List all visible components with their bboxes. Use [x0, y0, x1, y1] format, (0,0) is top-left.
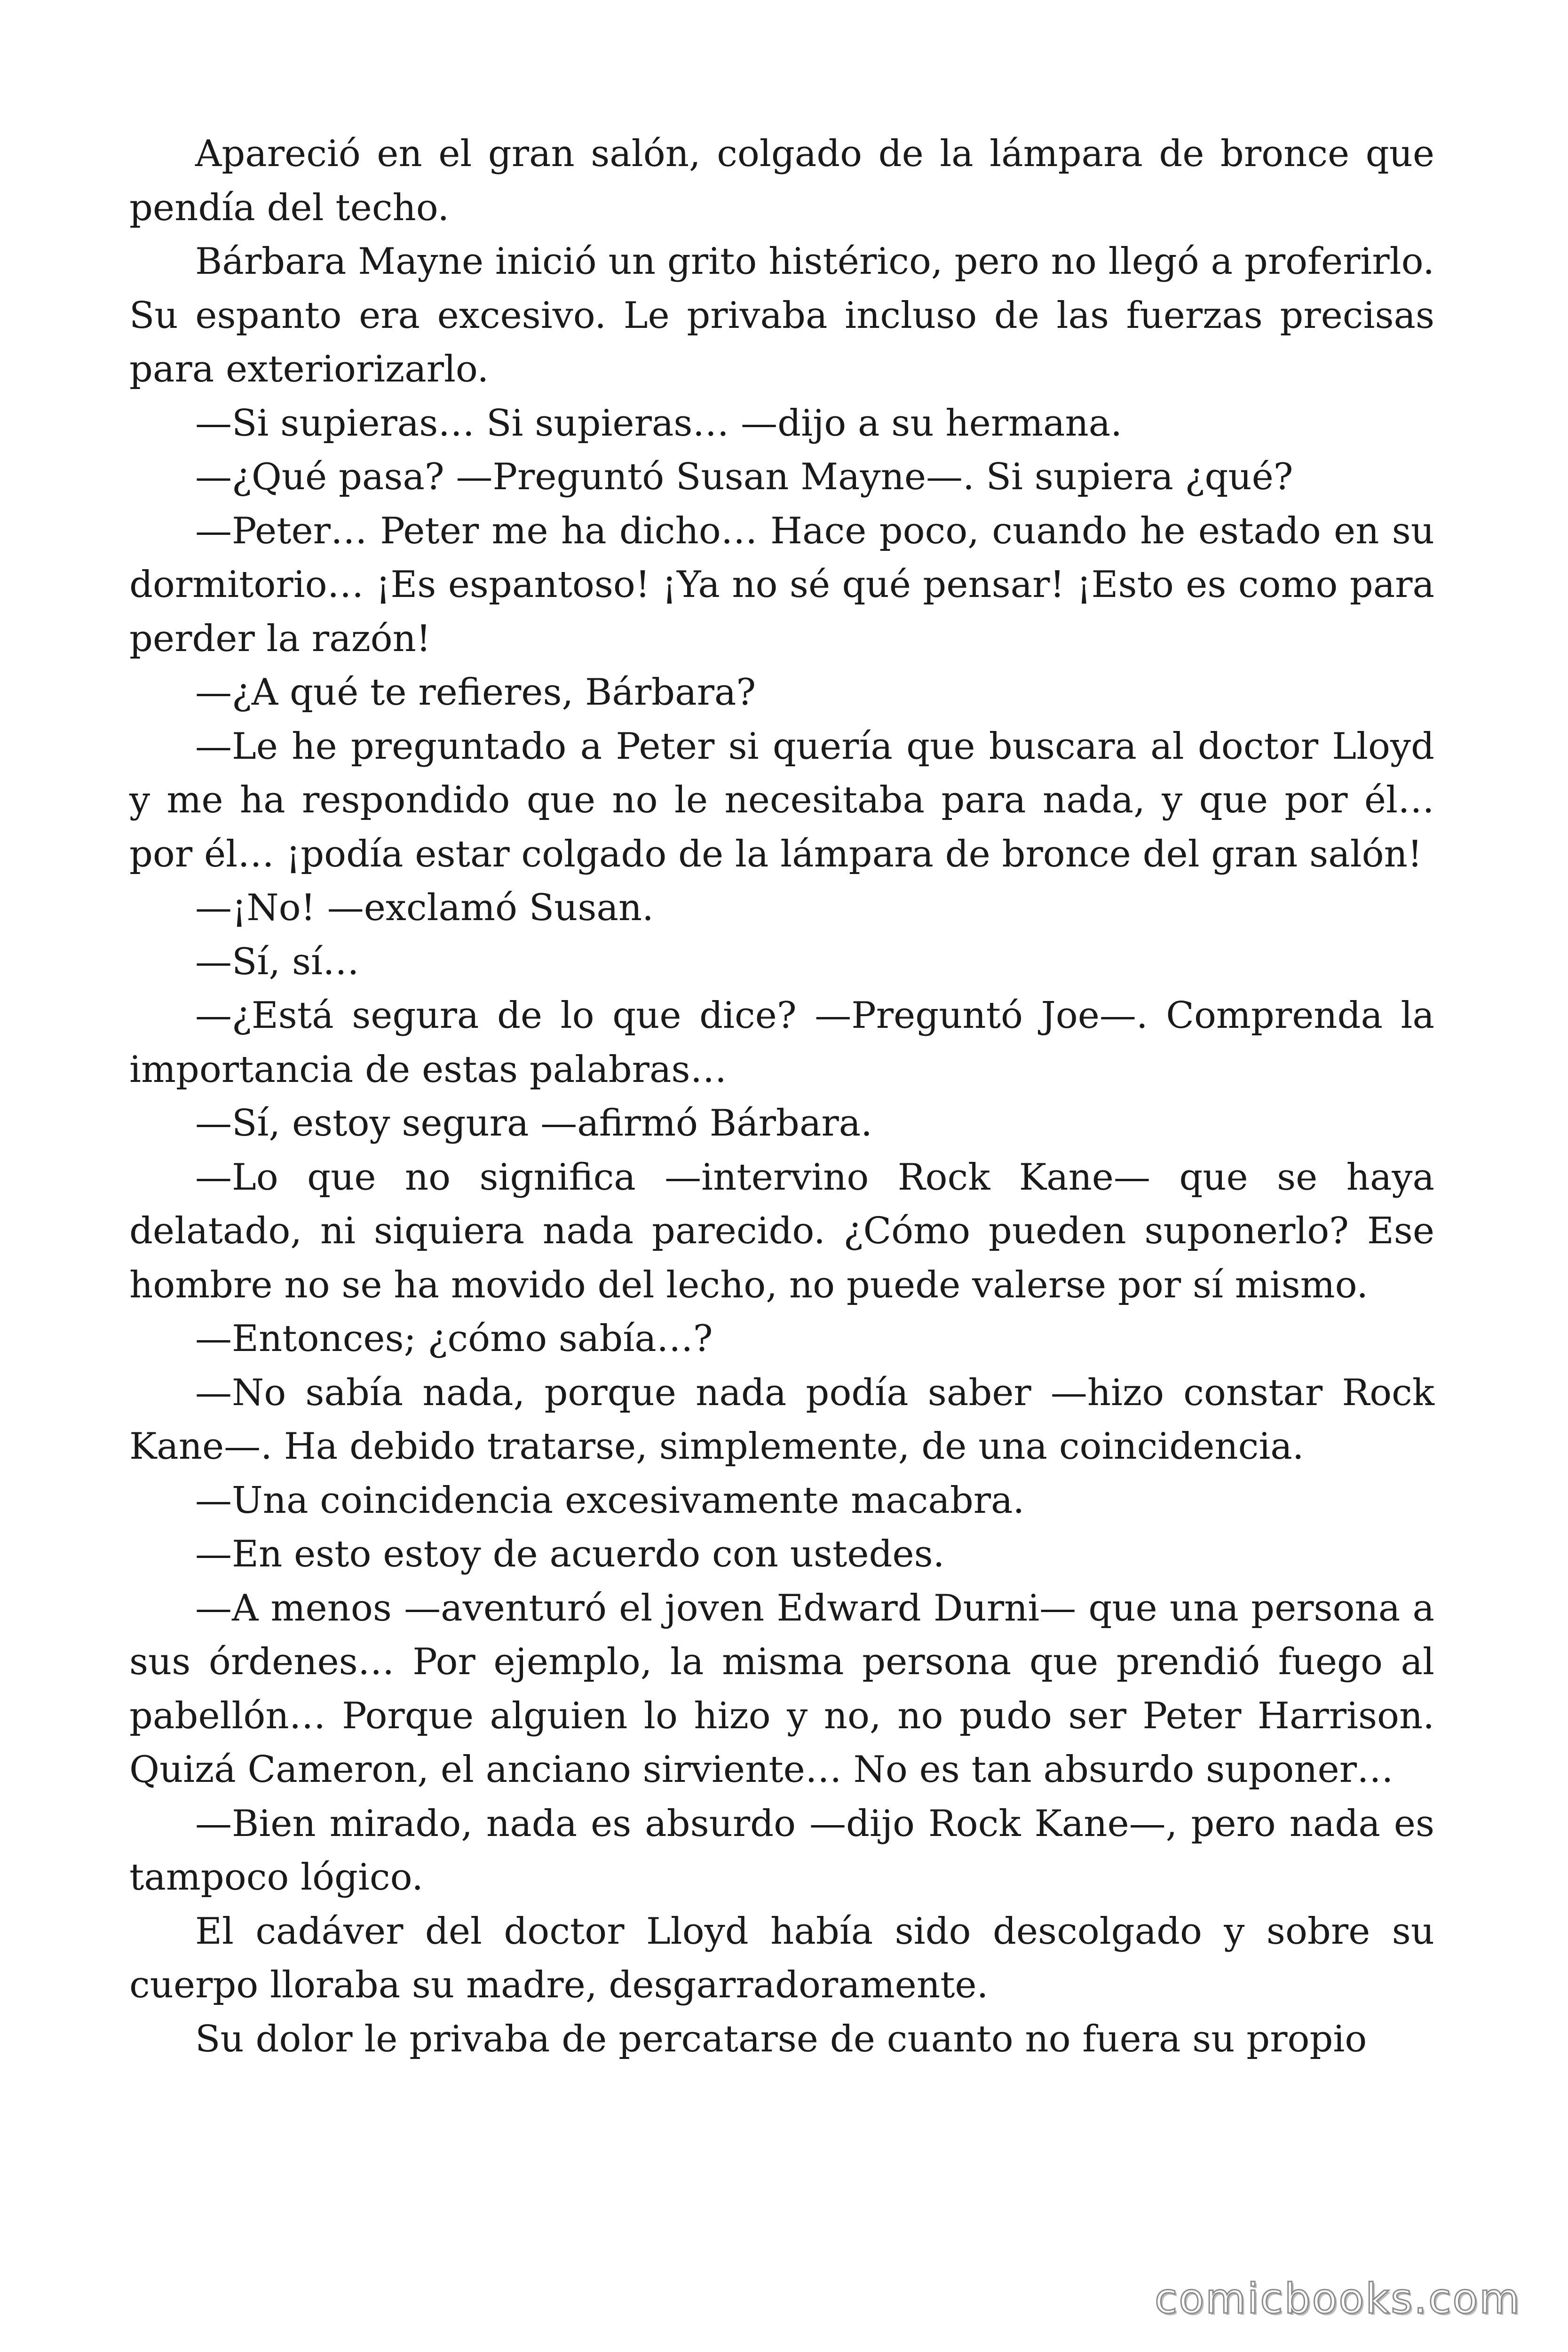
paragraph: —Sí, sí… [195, 940, 359, 983]
paragraph: —Peter… Peter me ha dicho… Hace poco, cuando he estado en su dormitorio… ¡Es espantoso! ¡Ya no sé qué pensar! ¡Esto es como para perder la razón! [129, 509, 1434, 660]
paragraph: —¿Está segura de lo que dice? —Preguntó Joe—. Comprenda la importancia de estas palabras… [129, 994, 1434, 1091]
paragraph: —Una coincidencia excesivamente macabra. [195, 1479, 1025, 1522]
paragraph: —Sí, estoy segura —afirmó Bárbara. [195, 1102, 872, 1144]
watermark: comicbooks.com [1154, 2274, 1521, 2323]
paragraph: —Entonces; ¿cómo sabía…? [195, 1318, 713, 1360]
paragraph: —¿Qué pasa? —Preguntó Susan Mayne—. Si supiera ¿qué? [195, 456, 1293, 498]
paragraph: Bárbara Mayne inició un grito histérico, pero no llegó a proferirlo. Su espanto era excesivo. Le privaba incluso de las fuerzas precisas para exteriorizarlo. [129, 240, 1434, 390]
paragraph: —Bien mirado, nada es absurdo —dijo Rock Kane—, pero nada es tampoco lógico. [129, 1802, 1434, 1899]
paragraph: —No sabía nada, porque nada podía saber —hizo constar Rock Kane—. Ha debido tratarse, simplemente, de una coincidencia. [129, 1371, 1434, 1468]
paragraph: —En esto estoy de acuerdo con ustedes. [195, 1533, 945, 1575]
paragraph: Apareció en el gran salón, colgado de la lámpara de bronce que pendía del techo. [129, 133, 1434, 229]
paragraph: Su dolor le privaba de percatarse de cuanto no fuera su propio [195, 2018, 1367, 2060]
page-body [129, 127, 1434, 2066]
paragraph: —¡No! —exclamó Susan. [195, 887, 654, 929]
paragraph: —Lo que no significa —intervino Rock Kane— que se haya delatado, ni siquiera nada parecido. ¿Cómo pueden suponerlo? Ese hombre no se ha movido del lecho, no puede valerse por sí mismo. [129, 1156, 1434, 1306]
paragraph: —Le he preguntado a Peter si quería que buscara al doctor Lloyd y me ha respondido que no le necesitaba para nada, y que por él… por él… ¡podía estar colgado de la lámpara de bronce del gran salón! [129, 725, 1434, 875]
paragraph: —A menos —aventuró el joven Edward Durni— que una persona a sus órdenes… Por ejemplo, la misma persona que prendió fuego al pabellón… Porque alguien lo hizo y no, no pudo ser Peter Harrison. Quizá Cameron, el anciano sirviente… No es tan absurdo suponer… [129, 1587, 1434, 1791]
paragraph: El cadáver del doctor Lloyd había sido descolgado y sobre su cuerpo lloraba su madre, desgarradoramente. [129, 1910, 1434, 2006]
paragraph: —Si supieras… Si supieras… —dijo a su hermana. [195, 402, 1123, 445]
paragraph: —¿A qué te refieres, Bárbara? [195, 671, 756, 714]
